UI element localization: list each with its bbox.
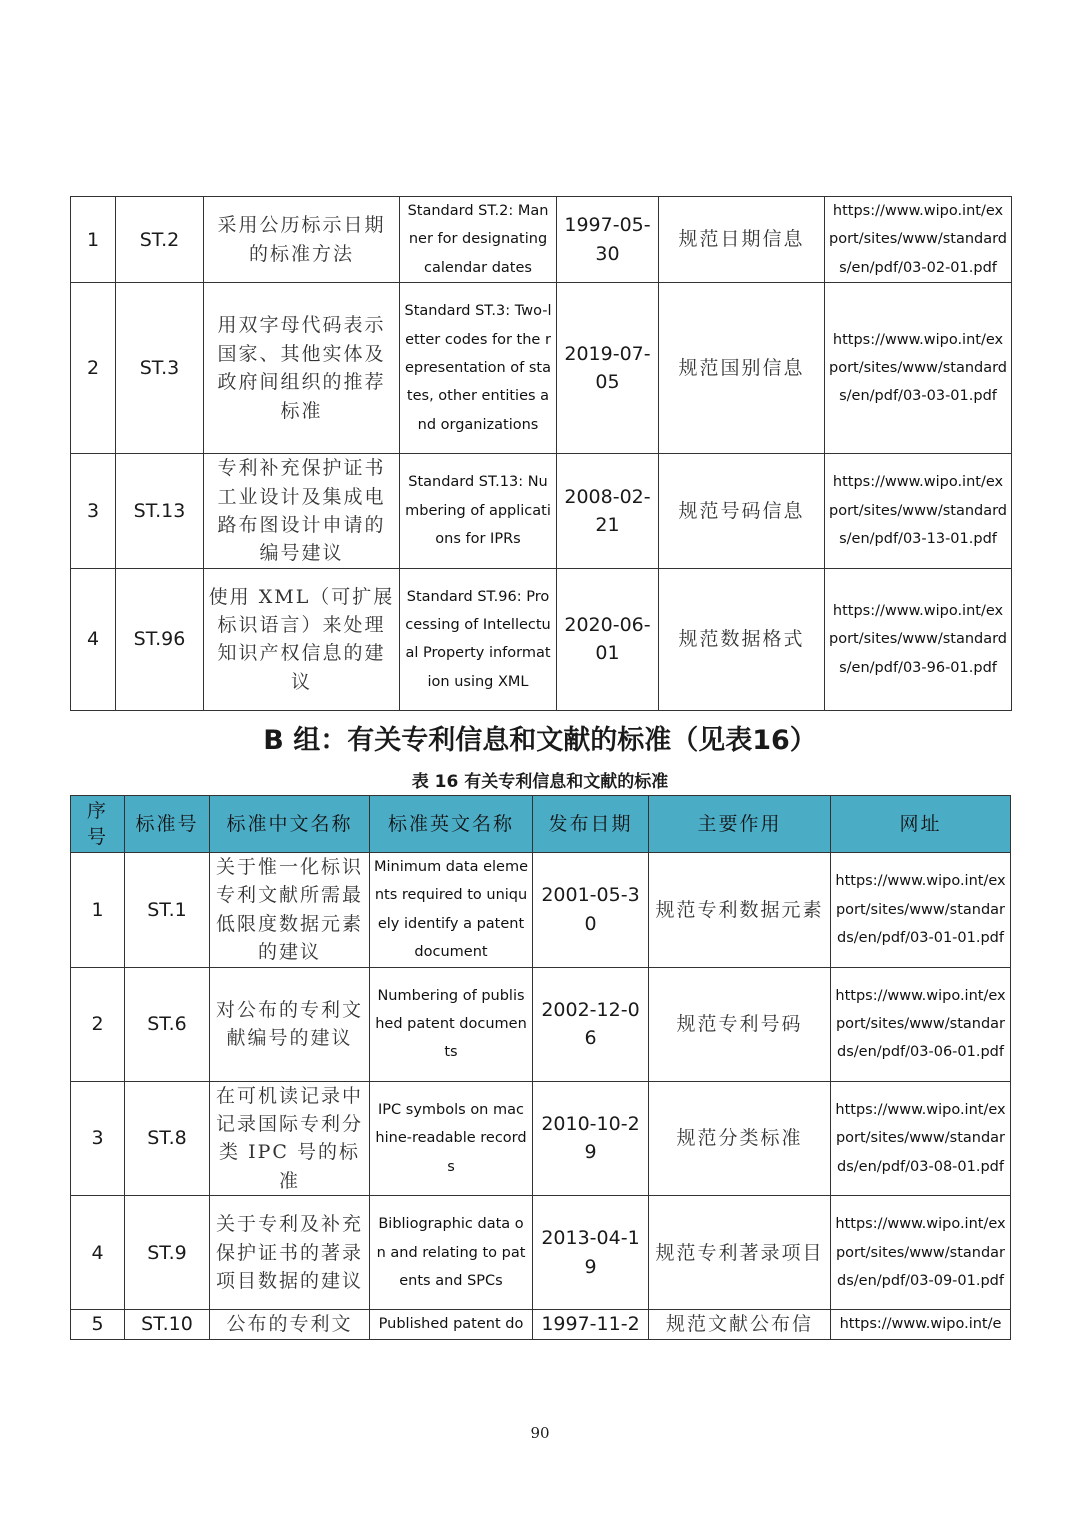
header-english-name: 标准英文名称 bbox=[370, 796, 533, 853]
publish-date: 2002-12-06 bbox=[533, 967, 649, 1081]
standard-code: ST.13 bbox=[116, 454, 204, 569]
table-row bbox=[71, 853, 1011, 968]
table-row bbox=[71, 1310, 1011, 1339]
publish-date: 1997-05-30 bbox=[557, 197, 659, 283]
publish-date: 2019-07-05 bbox=[557, 283, 659, 454]
standards-table-a bbox=[70, 196, 1012, 711]
table-row bbox=[71, 967, 1011, 1081]
table-caption: 表 16 有关专利信息和文献的标准 bbox=[411, 772, 669, 792]
table-row bbox=[71, 283, 1012, 454]
main-role: 规范国别信息 bbox=[659, 283, 825, 454]
standards-table-b bbox=[70, 795, 1011, 1340]
standard-chinese-name: 公布的专利文 bbox=[210, 1310, 370, 1339]
main-role: 规范数据格式 bbox=[659, 568, 825, 710]
main-role: 规范专利数据元素 bbox=[649, 853, 831, 968]
standard-english-name: Numbering of published patent documents bbox=[370, 967, 533, 1081]
main-role: 规范号码信息 bbox=[659, 454, 825, 569]
standard-url: https://www.wipo.int/export/sites/www/standards/en/pdf/03-13-01.pdf bbox=[825, 454, 1012, 569]
standard-chinese-name: 用双字母代码表示国家、其他实体及政府间组织的推荐标准 bbox=[204, 283, 400, 454]
standard-url: https://www.wipo.int/export/sites/www/standards/en/pdf/03-08-01.pdf bbox=[831, 1081, 1011, 1196]
publish-date: 2001-05-30 bbox=[533, 853, 649, 968]
publish-date: 2008-02-21 bbox=[557, 454, 659, 569]
header-chinese-name: 标准中文名称 bbox=[210, 796, 370, 853]
table-header-row bbox=[71, 796, 1011, 853]
publish-date: 2013-04-19 bbox=[533, 1196, 649, 1310]
standard-chinese-name: 对公布的专利文献编号的建议 bbox=[210, 967, 370, 1081]
standard-chinese-name: 专利补充保护证书工业设计及集成电路布图设计申请的编号建议 bbox=[204, 454, 400, 569]
standard-english-name: Minimum data elements required to uniquely identify a patent document bbox=[370, 853, 533, 968]
row-number: 2 bbox=[71, 283, 116, 454]
table-row bbox=[71, 197, 1012, 283]
table-row bbox=[71, 454, 1012, 569]
row-number: 1 bbox=[71, 853, 125, 968]
standard-english-name: Bibliographic data on and relating to patents and SPCs bbox=[370, 1196, 533, 1310]
section-title: 组：有关专利信息和文献的标准（见表 bbox=[293, 725, 753, 756]
standard-code: ST.8 bbox=[125, 1081, 210, 1196]
standard-url: https://www.wipo.int/export/sites/www/standards/en/pdf/03-02-01.pdf bbox=[825, 197, 1012, 283]
standard-english-name: Published patent do bbox=[370, 1310, 533, 1339]
row-number: 5 bbox=[71, 1310, 125, 1339]
standard-english-name: Standard ST.3: Two-letter codes for the representation of states, other entities and organizations bbox=[400, 283, 557, 454]
section-prefix: B bbox=[263, 725, 284, 756]
publish-date: 2010-10-29 bbox=[533, 1081, 649, 1196]
standard-url: https://www.wipo.int/export/sites/www/standards/en/pdf/03-01-01.pdf bbox=[831, 853, 1011, 968]
standard-chinese-name: 使用 XML（可扩展标识语言）来处理知识产权信息的建议 bbox=[204, 568, 400, 710]
standard-code: ST.6 bbox=[125, 967, 210, 1081]
standard-code: ST.2 bbox=[116, 197, 204, 283]
standard-url: https://www.wipo.int/export/sites/www/standards/en/pdf/03-96-01.pdf bbox=[825, 568, 1012, 710]
section-suffix: ） bbox=[789, 725, 817, 756]
header-url: 网址 bbox=[831, 796, 1011, 853]
header-date: 发布日期 bbox=[533, 796, 649, 853]
row-number: 2 bbox=[71, 967, 125, 1081]
main-role: 规范文献公布信 bbox=[649, 1310, 831, 1339]
row-number: 3 bbox=[71, 1081, 125, 1196]
standard-code: ST.96 bbox=[116, 568, 204, 710]
page-number: 90 bbox=[530, 1424, 550, 1442]
standard-chinese-name: 采用公历标示日期的标准方法 bbox=[204, 197, 400, 283]
main-role: 规范日期信息 bbox=[659, 197, 825, 283]
standard-english-name: Standard ST.2: Manner for designating calendar dates bbox=[400, 197, 557, 283]
table-row bbox=[71, 1081, 1011, 1196]
publish-date: 1997-11-2 bbox=[533, 1310, 649, 1339]
table-row bbox=[71, 1196, 1011, 1310]
standard-english-name: Standard ST.96: Processing of Intellectual Property information using XML bbox=[400, 568, 557, 710]
main-role: 规范分类标准 bbox=[649, 1081, 831, 1196]
standard-url: https://www.wipo.int/export/sites/www/standards/en/pdf/03-03-01.pdf bbox=[825, 283, 1012, 454]
row-number: 1 bbox=[71, 197, 116, 283]
header-serial: 序号 bbox=[71, 796, 125, 853]
standard-code: ST.3 bbox=[116, 283, 204, 454]
main-role: 规范专利号码 bbox=[649, 967, 831, 1081]
standard-url: https://www.wipo.int/e bbox=[831, 1310, 1011, 1339]
standard-chinese-name: 关于惟一化标识专利文献所需最低限度数据元素的建议 bbox=[210, 853, 370, 968]
standard-code: ST.9 bbox=[125, 1196, 210, 1310]
header-code: 标准号 bbox=[125, 796, 210, 853]
standard-url: https://www.wipo.int/export/sites/www/standards/en/pdf/03-06-01.pdf bbox=[831, 967, 1011, 1081]
main-role: 规范专利著录项目 bbox=[649, 1196, 831, 1310]
section-table-ref: 16 bbox=[752, 725, 790, 756]
standard-code: ST.10 bbox=[125, 1310, 210, 1339]
standard-url: https://www.wipo.int/export/sites/www/standards/en/pdf/03-09-01.pdf bbox=[831, 1196, 1011, 1310]
header-role: 主要作用 bbox=[649, 796, 831, 853]
standard-english-name: IPC symbols on machine-readable records bbox=[370, 1081, 533, 1196]
standard-chinese-name: 关于专利及补充保护证书的著录项目数据的建议 bbox=[210, 1196, 370, 1310]
standard-code: ST.1 bbox=[125, 853, 210, 968]
standard-english-name: Standard ST.13: Numbering of applications for IPRs bbox=[400, 454, 557, 569]
publish-date: 2020-06-01 bbox=[557, 568, 659, 710]
row-number: 4 bbox=[71, 568, 116, 710]
row-number: 3 bbox=[71, 454, 116, 569]
table-row bbox=[71, 568, 1012, 710]
row-number: 4 bbox=[71, 1196, 125, 1310]
section-heading bbox=[0, 718, 1080, 757]
standard-chinese-name: 在可机读记录中记录国际专利分类 IPC 号的标准 bbox=[210, 1081, 370, 1196]
